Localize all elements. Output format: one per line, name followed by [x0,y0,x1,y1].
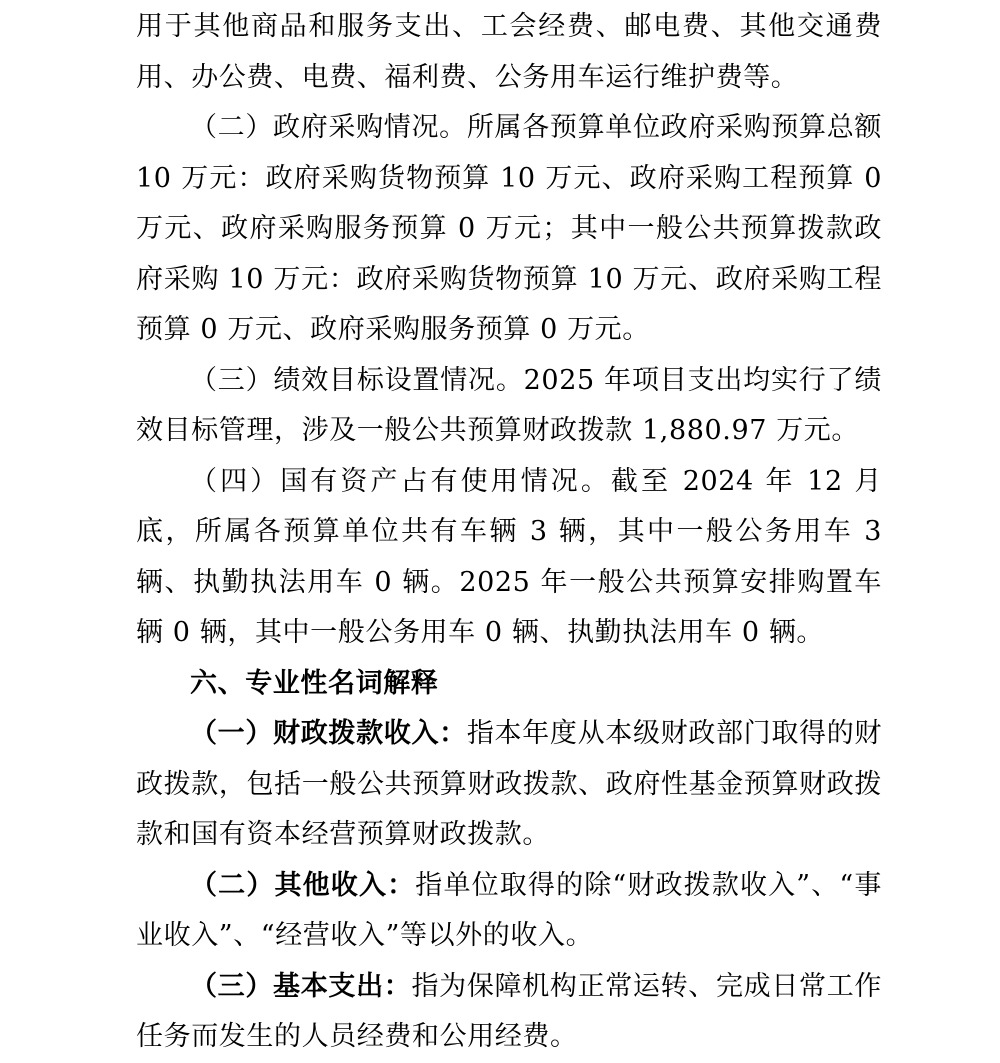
term-text: 指单位取得的除“财政拨款收入”、“事业收入”、“经营收入”等以外的收入。 [136,869,882,951]
term-label: （二）其他收入： [190,869,416,901]
paragraph-text: 用于其他商品和服务支出、工会经费、邮电费、其他交通费用、办公费、电费、福利费、公务用车运行维护费等。 [136,11,882,93]
paragraph-state-assets [136,457,882,659]
paragraph-lead: （二）政府采购情况。 [190,112,467,143]
term-definition [136,709,882,861]
term-label: （三）基本支出： [190,970,412,1002]
term-text: 指本年度从本级财政部门取得的财政拨款，包括一般公共预算财政拨款、政府性基金预算财政拨款和国有资本经营预算财政拨款。 [136,718,883,850]
term-text: 指为保障机构正常运转、完成日常工作任务而发生的人员经费和公用经费。 [136,970,882,1052]
paragraph-text: 截至 2024 年 12 月底，所属各预算单位共有车辆 3 辆，其中一般公务用车 3 辆、执勤执法用车 0 辆。2025 年一般公共预算安排购置车辆 0 辆，其中一般公务用车 0 辆、执勤执法用车 0 辆。 [136,465,882,648]
document-page [136,2,882,1063]
term-label: （一）财政拨款收入： [190,718,467,749]
paragraph-continued [136,2,882,103]
paragraph-lead: （三）绩效目标设置情况。 [190,364,524,396]
paragraph-text: 2025 年项目支出均实行了绩效目标管理，涉及一般公共预算财政拨款 1,880.97 万元。 [136,364,882,446]
paragraph-government-procurement [136,103,882,356]
paragraph-lead: （四）国有资产占有使用情况。 [190,465,611,497]
section-heading: 六、专业性名词解释 [190,667,439,699]
paragraph-performance-targets [136,356,882,457]
term-definition [136,861,882,962]
term-definition [136,962,882,1063]
paragraph-text: 所属各预算单位政府采购预算总额 10 万元：政府采购货物预算 10 万元、政府采购工程预算 0 万元、政府采购服务预算 0 万元；其中一般公共预算拨款政府采购 10 万元：政府采购货物预算 10 万元、政府采购工程预算 0 万元、政府采购服务预算 0 万元。 [136,112,883,345]
